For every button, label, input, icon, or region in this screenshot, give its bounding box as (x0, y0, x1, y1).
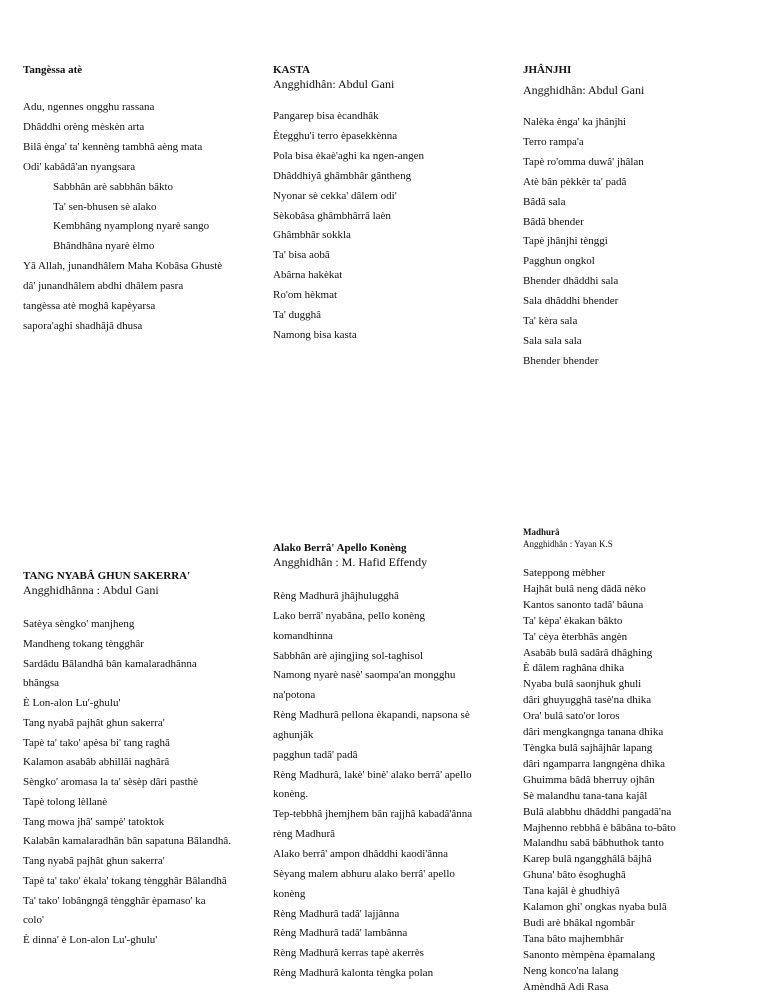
poem-line: Ro'om hèkmat (273, 289, 338, 302)
poem-tang-nyaba-ghun-sakerra (23, 569, 255, 951)
poem-line: Sabbhân arè ajingjing sol-taghisol (273, 649, 423, 662)
poem-line: Sè malandhu tana-tana kajâl (523, 789, 648, 802)
poem-line: dâri ghuyugghâ tasè'na dhika (523, 694, 652, 707)
poem-line: Hajhât bulâ neng dâdâ nèko (523, 582, 646, 595)
poem-line: Sala dhâddhi bhender (523, 295, 619, 308)
poem-line: È dinna' è Lon-alon Lu'-ghulu' (23, 934, 158, 946)
poem-line: Ta' kèpa' èkakan bâkto (523, 614, 623, 627)
poem-line: Bâdâ bhender (523, 215, 584, 228)
poem-line: Terro rampa'a (523, 135, 584, 148)
poem-line: Sanonto mèmpèna èpamalang (523, 948, 655, 961)
poem-line: Dhâddhi orèng mèskèn arta (23, 120, 145, 133)
poem-line: Lako berrâ' nyabâna, pello konèng (273, 609, 425, 622)
poem-line: Kembhâng nyamplong nyarè sango (53, 220, 210, 233)
poem-line: Ghuimma bâdâ bherruy ojhân (523, 773, 655, 786)
poem-line: konèng. (273, 788, 309, 801)
poem-line: Tana kajâl è ghudhiyâ (523, 885, 620, 898)
poem-line: Tapè jhânjhi tènggi (523, 235, 608, 248)
poem-line: Yâ Allah, junandhâlem Maha Kobâsa Ghustè (23, 260, 223, 273)
poem-line: dâ' junandhâlem abdhi dhâlem pasra (23, 280, 184, 293)
poem-line: Malandhu sabâ bâbhuthok tanto (523, 837, 664, 850)
poem-line: Bâdâ sala (523, 195, 566, 208)
poem-line: Tana bâto majhembhâr (523, 932, 624, 945)
poem-line: dâri mengkangnga tanana dhika (523, 726, 664, 739)
poem-line: Ta' cèya èterbhâs angèn (523, 630, 628, 643)
poem-line: Rèng Madhurâ tadâ' lambânna (273, 927, 408, 940)
poem-line: Abârna hakèkat (273, 269, 343, 282)
poem-body (273, 107, 493, 346)
poem-kasta (273, 63, 493, 346)
poem-tangessa-ate (23, 63, 253, 337)
poem-line: Pola bisa èkaè'aghi ka ngen-angen (273, 149, 425, 162)
poem-line: Ora' bulâ sato'or loros (523, 710, 620, 723)
poem-body (523, 566, 743, 995)
poem-madhura (523, 526, 743, 995)
poem-line: Rèng Madhurâ, lakè' binè' alako berrâ' apello (273, 768, 472, 781)
poem-line: komandhinna (273, 629, 333, 642)
poem-line: Rèng Madhurâ tadâ' lajjânna (273, 907, 400, 920)
poem-line: Rèng Madhurâ pellona èkapandi, napsona sè (273, 709, 470, 722)
poem-line: Tapè ta' tako' apèsa bi' tang raghâ (23, 736, 170, 749)
poem-author: Angghidhân: Abdul Gani (523, 83, 645, 97)
poem-title: TANG NYABÂ GHUN SAKERRA' (23, 570, 191, 582)
poem-line: rèng Madhurâ (273, 828, 336, 841)
poem-body (273, 587, 493, 984)
poem-line: Bulâ alabbhu dhâddhi pangadâ'na (523, 805, 672, 818)
poem-line: sapora'aghi shadhâjâ dhusa (23, 319, 143, 332)
poem-line: Nyonar sè cekka' dâlem odi' (273, 189, 397, 202)
poem-line: Nalèka ènga' ka jhânjhi (523, 116, 627, 128)
poem-line: Ta' sen-bhusen sè alako (53, 200, 157, 213)
poem-line: colo' (23, 914, 44, 927)
poem-line: Neng konco'na lalang (523, 964, 619, 977)
poem-line: Ta' dugghâ (273, 309, 321, 322)
poem-line: Tep-tebbhâ jhemjhem bân rajjhâ kabadâ'ânna (273, 808, 473, 821)
poem-line: Rèng Madhurâ jhâjhulugghâ (273, 590, 399, 602)
poem-line: Amèndhâ Adi Rasa (523, 980, 609, 993)
poem-line: Bhândhâna nyarè èlmo (53, 240, 155, 253)
poem-line: Asabâb bulâ sadârâ dhâghing (523, 646, 653, 659)
poem-line: Bhender dhâddhi sala (523, 275, 619, 288)
poem-body (23, 98, 253, 337)
poem-line: Budi arè bhâkal ngombâr (523, 916, 635, 929)
poem-line: konèng (273, 887, 306, 900)
poem-line: È Lon-alon Lu'-ghulu' (23, 697, 121, 709)
poem-line: Namong nyarè nasè' saompa'an mongghu (273, 669, 456, 682)
poem-line: Ta' kèra sala (523, 315, 578, 328)
poem-line: Pagghun ongkol (523, 255, 595, 268)
poem-author: Angghidhân: Abdul Gani (273, 77, 395, 91)
poem-line: Dhâddhiyâ ghâmbhâr gântheng (273, 169, 412, 182)
poem-author: Angghidhân : Yayan K.S (523, 539, 613, 549)
poem-line: Atè bân pèkkèr ta' padâ (523, 175, 627, 188)
poem-line: Kalabân kamalaradhân bân sapatuna Bâlandhâ. (23, 835, 231, 848)
poem-title: Madhurâ (523, 527, 560, 537)
poem-line: Sala sala sala (523, 334, 582, 347)
poem-line: Adu, ngennes ongghu rassana (23, 101, 155, 113)
poem-line: Bhender bhender (523, 354, 599, 367)
poem-line: Bilâ ènga' ta' kennèng tambhâ aèng mata (23, 140, 203, 153)
poem-author: Angghidhân : M. Hafid Effendy (273, 555, 428, 569)
poem-line: dâri ngamparra langngèna dhika (523, 757, 666, 770)
poem-line: Tang nyabâ pajhât ghun sakerra' (23, 716, 165, 729)
poem-line: aghunjâk (273, 728, 314, 741)
poem-alako-berra (273, 541, 493, 984)
poem-line: Tang nyabâ pajhât ghun sakerra' (23, 855, 165, 867)
poem-line: pagghun tadâ' padâ (273, 748, 358, 761)
poem-line: È dâlem raghâna dhika (523, 662, 625, 675)
poem-line: bhângsa (23, 677, 60, 690)
poem-line: Odi' kabâdâ'an nyangsara (23, 160, 136, 173)
poem-title: KASTA (273, 64, 311, 76)
poem-line: Rèng Madhurâ kerras tapè akerrès (273, 947, 424, 960)
poem-line: Kalamon ghi' ongkas nyaba bulâ (523, 901, 667, 914)
poem-title: Tangèssa atè (23, 64, 83, 76)
poem-line: Ètegghu'i terro èpasekkènna (273, 129, 398, 142)
poem-line: na'potona (273, 689, 316, 702)
poem-line: Kalamon asabâb abhillâi naghârâ (23, 756, 170, 769)
poem-line: Namong bisa kasta (273, 328, 357, 341)
poem-line: Tapè ro'omma duwâ' jhâlan (523, 155, 644, 168)
poem-title: Alako Berrâ' Apello Konèng (273, 542, 407, 554)
poem-line: Sèkobâsa ghâmbhârrâ laèn (273, 209, 391, 222)
poem-title: JHÂNJHI (523, 64, 572, 76)
poem-line: Tapè ta' tako' èkala' tokang tèngghâr Bâlandhâ (23, 874, 227, 887)
poem-line: Sabbhân arè sabbhân bâkto (53, 180, 174, 193)
poem-line: Alako berrâ' ampon dhâddhi kaodi'ânna (273, 847, 449, 860)
poem-line: tangèssa atè moghâ kapèyarsa (23, 300, 156, 313)
poem-line: Tèngka bulâ sajhâjhâr lapang (523, 741, 653, 754)
poem-line: Tang mowa jhâ' sampè' tatoktok (23, 815, 165, 828)
poem-line: Sateppong mèbher (523, 567, 606, 579)
poem-line: Karep bulâ ngangghâlâ bâjhâ (523, 853, 652, 866)
poem-body (523, 113, 743, 372)
poem-line: Ta' tako' lobângngâ tèngghâr èpamaso' ka (23, 894, 206, 907)
poem-line: Sèyang malem abhuru alako berrâ' apello (273, 867, 455, 880)
poem-author: Angghidhânna : Abdul Gani (23, 583, 159, 597)
poem-body (23, 615, 255, 951)
poem-line: Ghuna' bâto èsoghughâ (523, 869, 626, 882)
poem-line: Kantos sanonto tadâ' bâuna (523, 598, 644, 611)
poem-line: Ta' bisa aobâ (273, 249, 330, 262)
poem-line: Mandheng tokang tèngghâr (23, 637, 144, 650)
poem-line: Pangarep bisa ècandhâk (273, 110, 379, 122)
poem-line: Nyaba bulâ saonjhuk ghuli (523, 678, 642, 691)
poem-jhanjhi (523, 63, 743, 372)
poem-line: Ghâmbhâr sokkla (273, 229, 351, 242)
poem-line: Tapè tolong lèllanè (23, 795, 108, 808)
poem-line: Majhenno rebbhâ è bâbâna to-bâto (523, 821, 676, 834)
poem-line: Sèngko' aromasa la ta' sèsèp dâri pasthè (23, 776, 199, 788)
poem-line: Rèng Madhurâ kalonta tèngka polan (273, 967, 434, 980)
poem-line: Sardâdu Bâlandhâ bân kamalaradhânna (23, 657, 197, 670)
poem-line: Satèya sèngko' manjheng (23, 618, 135, 630)
